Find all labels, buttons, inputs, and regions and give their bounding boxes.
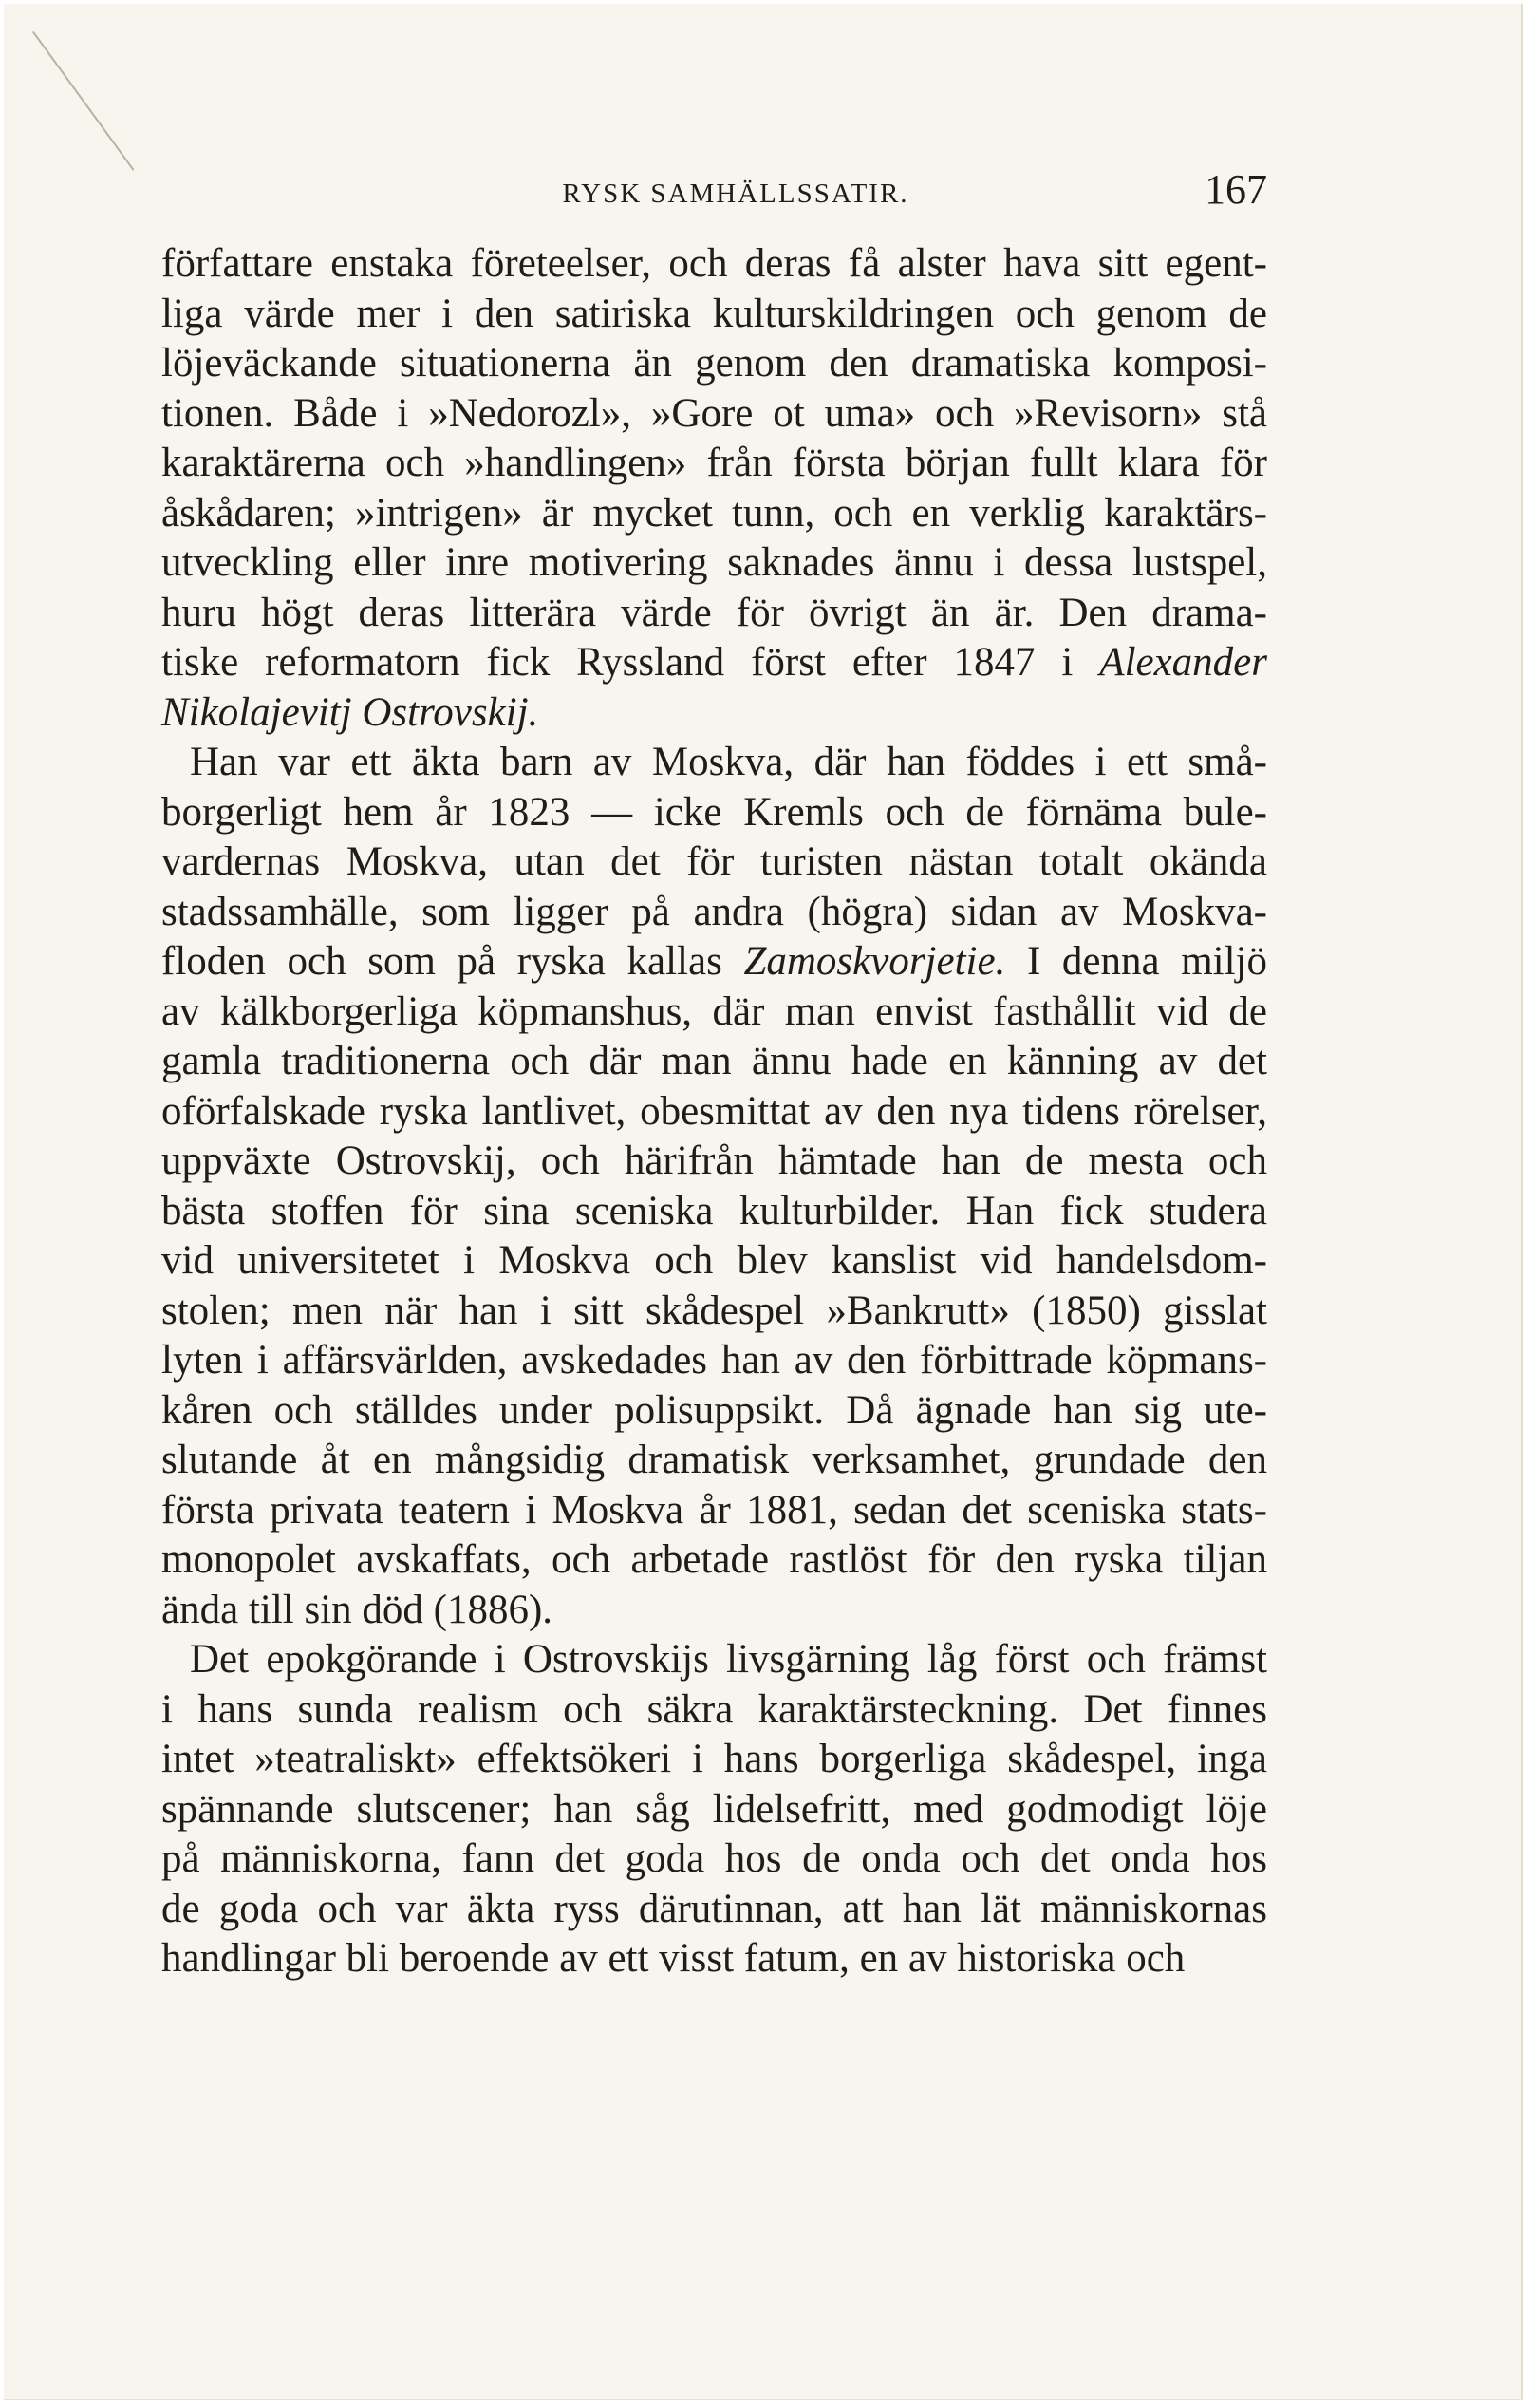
text-line — [161, 1336, 1267, 1386]
text-line — [161, 788, 1267, 838]
text-line — [161, 1934, 1267, 1985]
text-line — [161, 638, 1267, 688]
text-line — [161, 1087, 1267, 1138]
text-line — [161, 1735, 1267, 1785]
text-line — [161, 1535, 1267, 1586]
text-run: i hans sunda realism och säkra karaktärsteckning. Det finnes — [161, 1686, 1267, 1732]
text-line — [161, 489, 1267, 539]
text-line — [161, 937, 1267, 988]
text-run: kåren och ställdes under polisuppsikt. Då ägnade han sig ute- — [161, 1387, 1267, 1433]
text-run: de goda och var äkta ryss därutinnan, att han lät människornas — [161, 1886, 1267, 1931]
running-title: RYSK SAMHÄLLSSATIR. — [562, 179, 909, 209]
text-run: författare enstaka företeelser, och deras få alster hava sitt egent- — [161, 241, 1267, 286]
text-run: vardernas Moskva, utan det för turisten nästan totalt okända — [161, 839, 1267, 884]
text-line — [161, 339, 1267, 389]
page-header — [204, 161, 1267, 218]
text-run: Han var ett äkta barn av Moskva, där han föddes i ett små- — [190, 740, 1267, 784]
text-run: uppväxte Ostrovskij, och härifrån hämtade han de mesta och — [161, 1138, 1267, 1183]
text-line — [161, 1486, 1267, 1536]
text-run: intet »teatraliskt» effektsökeri i hans borgerliga skådespel, inga — [161, 1737, 1267, 1781]
italic-text: Alexander — [1099, 640, 1267, 685]
text-run: spännande slutscener; han såg lidelsefritt, med godmodigt löje — [161, 1786, 1267, 1832]
text-run: handlingar bli beroende av ett visst fatum, en av historiska och — [161, 1936, 1186, 1981]
text-run: Det epokgörande i Ostrovskijs livsgärning låg först och främst — [190, 1637, 1267, 1682]
text-line — [161, 1834, 1267, 1885]
text-line — [161, 1885, 1267, 1935]
text-run: tionen. Både i »Nedorozl», »Gore ot uma» och »Revisorn» stå — [161, 390, 1267, 436]
margin-pencil-mark — [32, 31, 134, 171]
text-line — [161, 988, 1267, 1038]
text-line — [161, 239, 1267, 290]
text-run: borgerligt hem år 1823 — icke Kremls och de förnäma bule- — [161, 789, 1267, 835]
paragraph — [161, 1635, 1267, 1985]
text-line — [161, 837, 1267, 888]
text-line — [161, 439, 1267, 489]
text-run: löjeväckande situationerna än genom den dramatiska komposi- — [161, 341, 1267, 386]
text-line — [161, 1137, 1267, 1187]
italic-text: Nikolajevitj Ostrovskij. — [161, 689, 539, 735]
text-line — [161, 738, 1267, 788]
text-run: tiske reformatorn fick Ryssland först efter 1847 i — [161, 640, 1100, 685]
text-line — [161, 1187, 1267, 1237]
page-number: 167 — [1205, 166, 1267, 213]
text-run: lyten i affärsvärlden, avskedades han av den förbittrade köpmans- — [161, 1338, 1267, 1383]
text-line — [161, 1635, 1267, 1685]
text-line — [161, 1436, 1267, 1486]
paragraph — [161, 239, 1267, 738]
text-run: I denna miljö — [1005, 939, 1268, 984]
text-run: liga värde mer i den satiriska kulturskildringen och genom de — [161, 291, 1267, 336]
text-line — [161, 290, 1267, 340]
text-run: ända till sin död (1886). — [161, 1587, 553, 1632]
text-line — [161, 1586, 1267, 1636]
text-run: bästa stoffen för sina sceniska kulturbilder. Han fick studera — [161, 1188, 1267, 1233]
text-run: utveckling eller inre motivering saknades ännu i dessa lustspel, — [161, 540, 1267, 585]
text-line — [161, 888, 1267, 938]
text-line — [161, 389, 1267, 440]
text-line — [161, 589, 1267, 639]
text-run: av kälkborgerliga köpmanshus, där man envist fasthållit vid de — [161, 988, 1267, 1034]
text-run: vid universitetet i Moskva och blev kanslist vid handelsdom- — [161, 1238, 1267, 1283]
text-run: första privata teatern i Moskva år 1881, sedan det sceniska stats- — [161, 1487, 1267, 1533]
text-run: på människorna, fann det goda hos de onda och det onda hos — [161, 1836, 1267, 1881]
text-line — [161, 1287, 1267, 1337]
text-line — [161, 1785, 1267, 1835]
text-run: stadssamhälle, som ligger på andra (högra) sidan av Moskva- — [161, 889, 1267, 934]
paragraph — [161, 738, 1267, 1635]
text-run: karaktärerna och »handlingen» från första början fullt klara för — [161, 441, 1267, 485]
text-run: gamla traditionerna och där man ännu hade en känning av det — [161, 1039, 1267, 1083]
text-line — [161, 1037, 1267, 1087]
text-line — [161, 1386, 1267, 1437]
text-line — [161, 688, 1267, 739]
text-line — [161, 1685, 1267, 1736]
italic-text: Zamoskvorjetie. — [743, 939, 1006, 984]
text-line — [161, 1236, 1267, 1287]
text-run: floden och som på ryska kallas — [161, 939, 744, 984]
text-run: åskådaren; »intrigen» är mycket tunn, och en verklig karaktärs- — [161, 490, 1267, 536]
body-text — [161, 239, 1267, 1985]
text-run: monopolet avskaffats, och arbetade rastlöst för den ryska tiljan — [161, 1537, 1267, 1582]
text-run: huru högt deras litterära värde för övrigt än är. Den drama- — [161, 590, 1267, 635]
text-line — [161, 538, 1267, 589]
text-run: oförfalskade ryska lantlivet, obesmittat av den nya tidens rörelser, — [161, 1088, 1267, 1134]
text-run: slutande åt en mångsidig dramatisk verksamhet, grundade den — [161, 1438, 1267, 1482]
text-run: stolen; men när han i sitt skådespel »Bankrutt» (1850) gisslat — [161, 1288, 1267, 1333]
